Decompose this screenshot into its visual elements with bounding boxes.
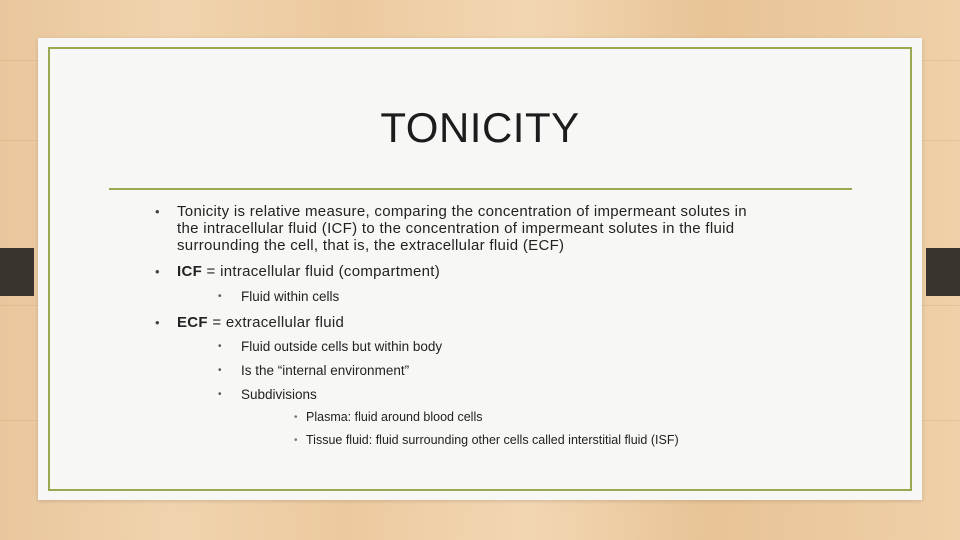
bullet-icf — [155, 263, 867, 280]
bullet-marker: • — [155, 264, 160, 279]
bullet-tonicity-line1: Tonicity is relative measure, comparing the concentration of impermeant solutes in — [177, 203, 747, 220]
subsub-bullet-text: Tissue fluid: fluid surrounding other cells called interstitial fluid (ISF) — [306, 433, 679, 447]
bullet-tonicity-line2: the intracellular fluid (ICF) to the concentration of impermeant solutes in the fluid — [177, 220, 735, 237]
sub-bullet-ecf-3 — [218, 387, 317, 403]
left-edge-tab — [0, 248, 34, 296]
subsub-bullet-text: Plasma: fluid around blood cells — [306, 410, 483, 424]
sub-bullet-ecf-2 — [218, 363, 410, 379]
subsub-bullet-tissue — [294, 433, 679, 448]
sub-bullet-icf-1 — [218, 289, 340, 305]
bullet-icf-abbr: ICF — [177, 263, 203, 280]
bullet-icf-text: = intracellular fluid (compartment) — [202, 263, 441, 280]
bullet-marker: • — [155, 204, 160, 219]
sub-bullet-marker: • — [218, 365, 222, 376]
bullet-ecf-abbr: ECF — [177, 314, 208, 331]
bullet-marker: • — [155, 315, 160, 330]
sub-bullet-text: Fluid outside cells but within body — [241, 339, 443, 354]
right-edge-tab — [926, 248, 960, 296]
slide-title: TONICITY — [380, 104, 580, 151]
subsub-bullet-marker: • — [294, 435, 298, 446]
sub-bullet-ecf-1 — [218, 339, 443, 355]
sub-bullet-text: Fluid within cells — [241, 289, 340, 304]
bullet-tonicity-line3: surrounding the cell, that is, the extracellular fluid (ECF) — [177, 237, 565, 254]
subsub-bullet-plasma — [294, 410, 483, 425]
sub-bullet-text: Is the “internal environment” — [241, 363, 410, 378]
title-divider — [109, 188, 852, 190]
bullet-ecf — [155, 314, 867, 331]
bullet-ecf-text: = extracellular fluid — [207, 314, 345, 331]
sub-bullet-marker: • — [218, 341, 222, 352]
slide-card — [38, 38, 922, 500]
sub-bullet-text: Subdivisions — [241, 387, 317, 402]
sub-bullet-marker: • — [218, 291, 222, 302]
sub-bullet-marker: • — [218, 389, 222, 400]
subsub-bullet-marker: • — [294, 412, 298, 423]
bullet-tonicity — [155, 203, 867, 254]
